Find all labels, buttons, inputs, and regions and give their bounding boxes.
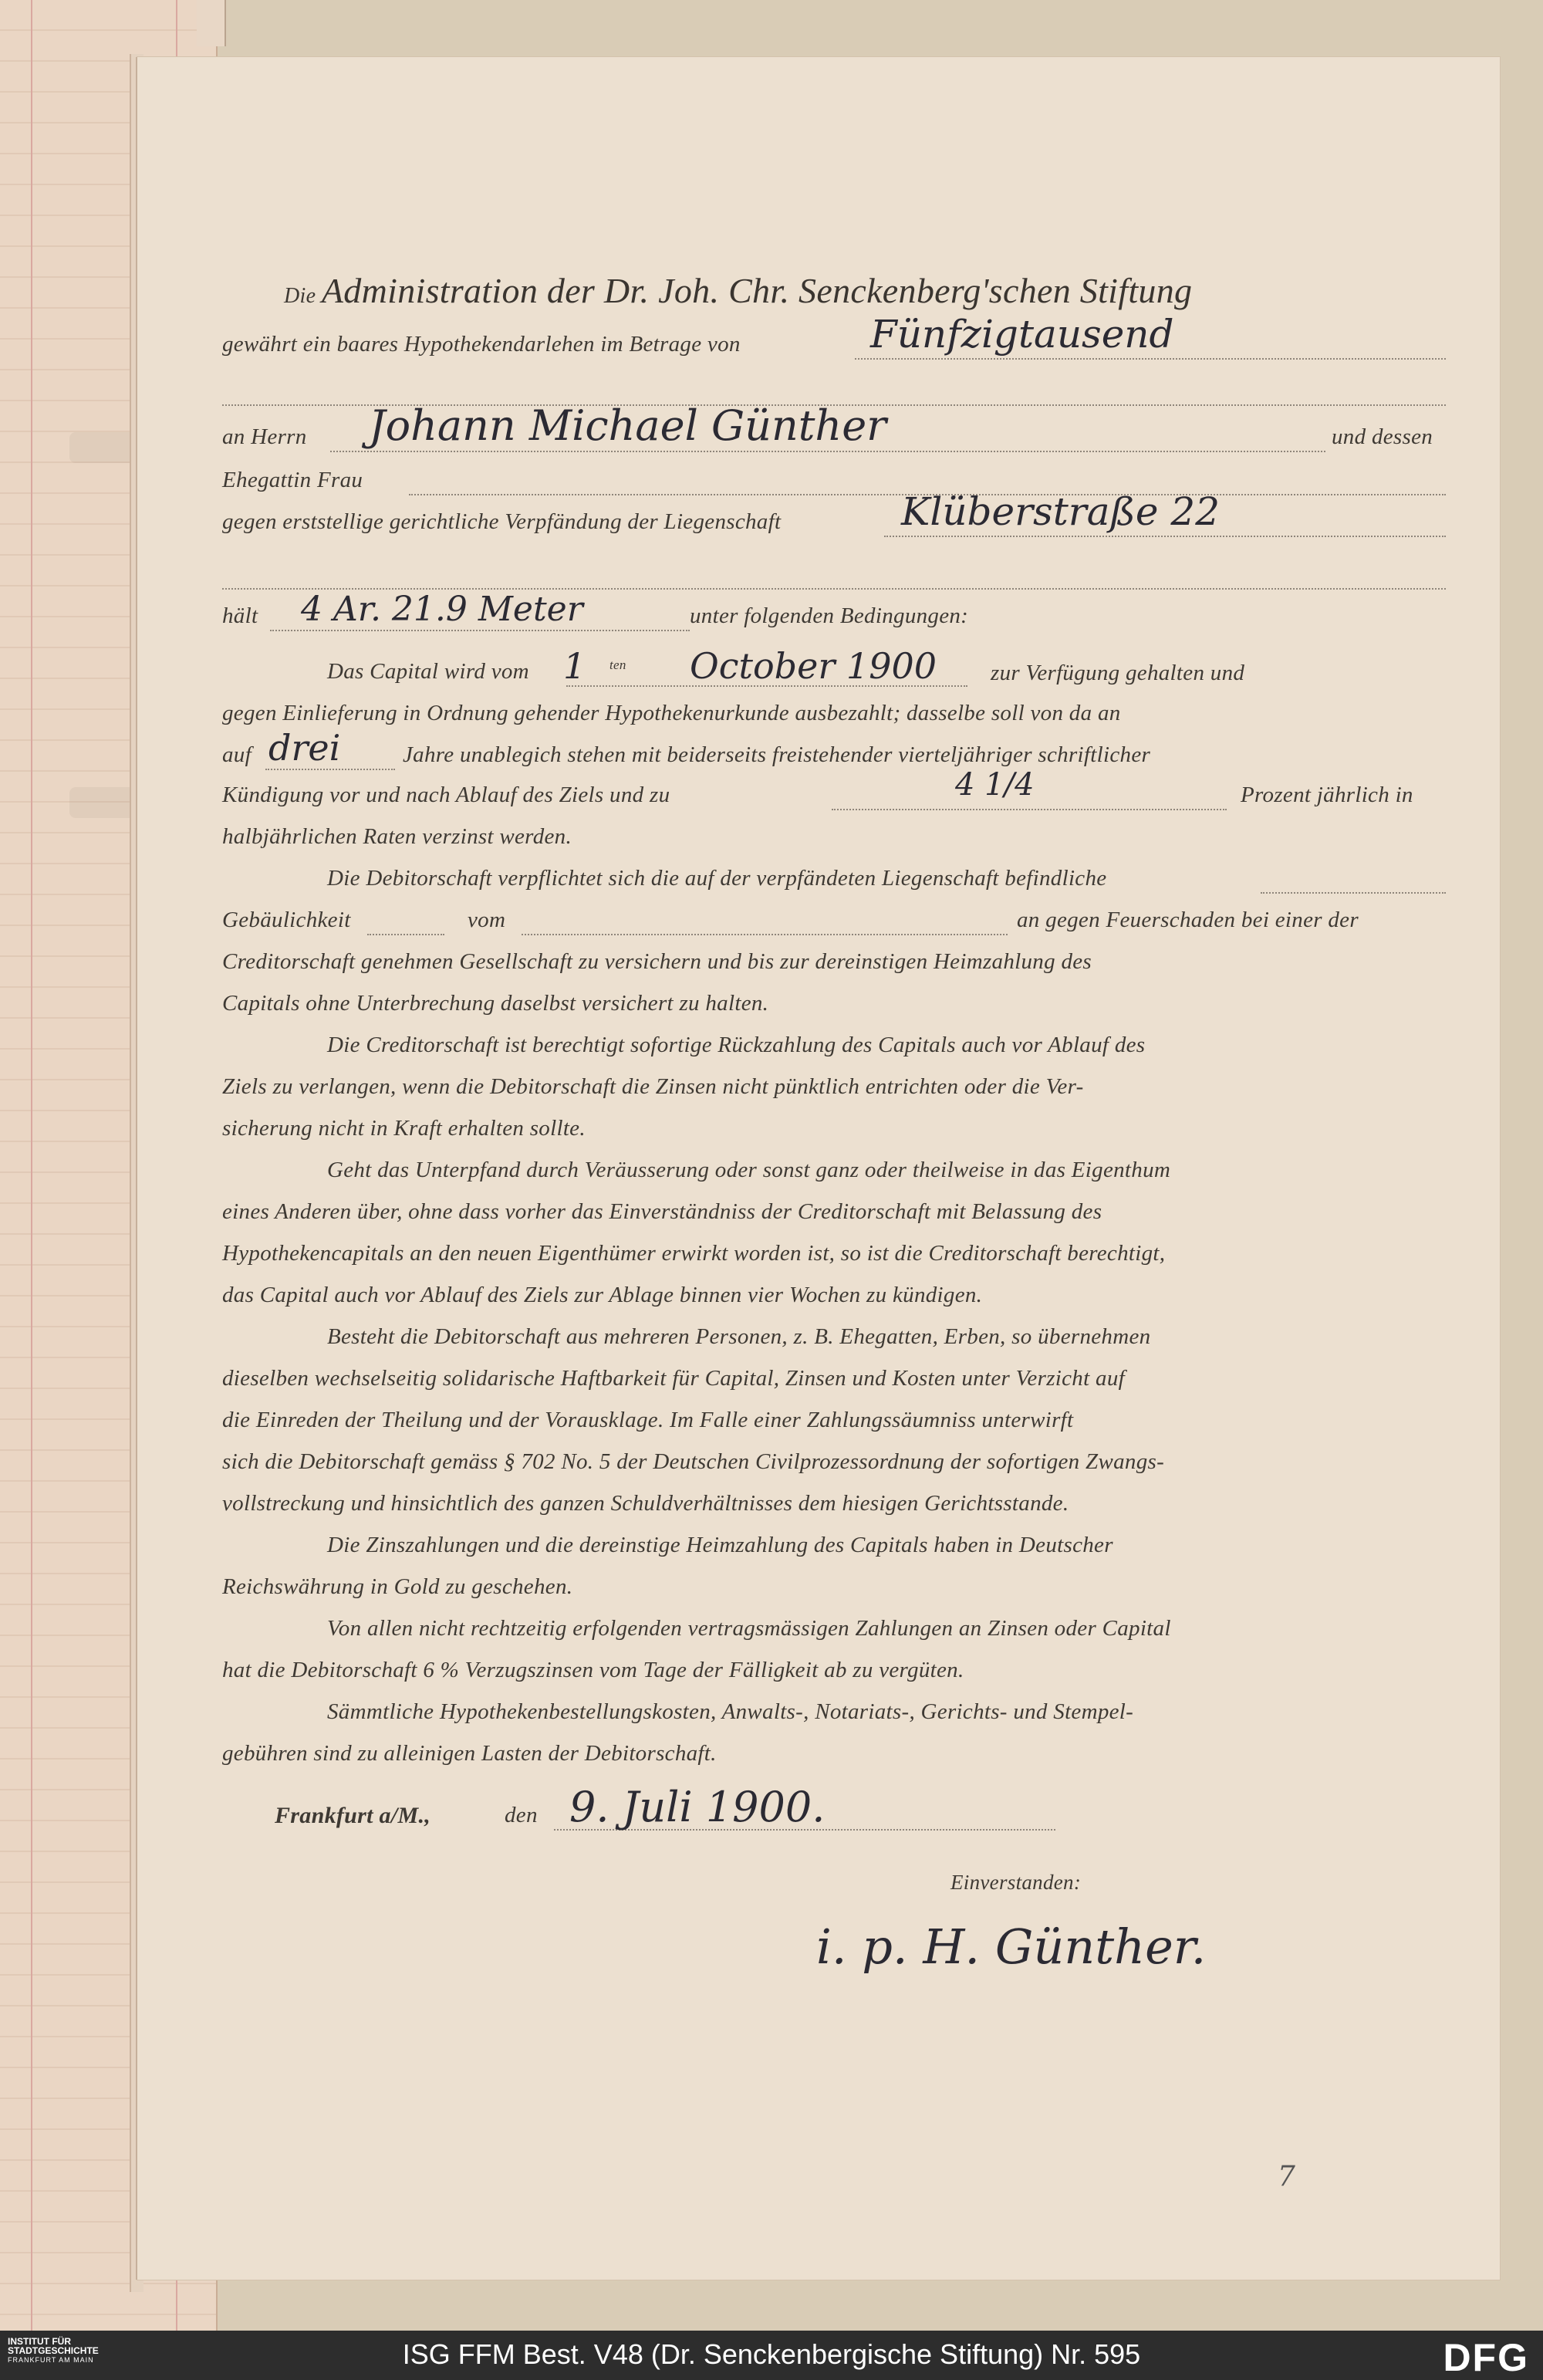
- p1-text: zur Verfügung gehalten und: [991, 661, 1245, 685]
- p5-text: Besteht die Debitorschaft aus mehreren Personen, z. B. Ehegatten, Erben, so übernehmen: [327, 1324, 1151, 1349]
- fill-line: [884, 536, 1446, 537]
- interest-rate: 4 1/4: [955, 767, 1035, 803]
- fill-line: [330, 451, 1325, 452]
- header-title: Administration der Dr. Joh. Chr. Senckenberg'schen Stiftung: [321, 271, 1193, 310]
- p1-text: Prozent jährlich in: [1241, 783, 1413, 807]
- p5-text: dieselben wechselseitig solidarische Haftbarkeit für Capital, Zinsen und Kosten unter Verzicht auf: [222, 1366, 1125, 1391]
- p1-text: halbjährlichen Raten verzinst werden.: [222, 824, 572, 849]
- p2-text: Creditorschaft genehmen Gesellschaft zu versichern und bis zur dereinstigen Heimzahlung des: [222, 949, 1092, 974]
- signing-date: 9. Juli 1900.: [569, 1783, 826, 1831]
- p8-text: gebühren sind zu alleinigen Lasten der Debitorschaft.: [222, 1741, 717, 1766]
- fill-line: [855, 358, 1446, 360]
- conditions-intro: unter folgenden Bedingungen:: [690, 603, 969, 628]
- dfg-logo: DFG: [1443, 2336, 1529, 2379]
- header-prefix: Die: [284, 284, 316, 308]
- borrower-name: Johann Michael Günther: [369, 401, 886, 450]
- p4-text: das Capital auch vor Ablauf des Ziels zur Ablage binnen vier Wochen zu kündigen.: [222, 1283, 983, 1307]
- ledger-margin-line: [31, 0, 32, 2331]
- date-prefix: den: [505, 1803, 538, 1827]
- p4-text: Geht das Unterpfand durch Veräusserung oder sonst ganz oder theilweise in das Eigenthum: [327, 1158, 1171, 1182]
- p7-text: Von allen nicht rechtzeitig erfolgenden vertragsmässigen Zahlungen an Zinsen oder Capital: [327, 1616, 1171, 1641]
- institute-line3: FRANKFURT AM MAIN: [8, 2356, 94, 2364]
- ordinal-suffix: ten: [609, 658, 626, 672]
- fill-line: [265, 769, 395, 770]
- p2-text: an gegen Feuerschaden bei einer der: [1017, 908, 1359, 932]
- term-years: drei: [268, 727, 341, 769]
- property-address: Klüberstraße 22: [901, 489, 1221, 534]
- institute-line2: STADTGESCHICHTE: [8, 2345, 99, 2356]
- fill-line: [832, 809, 1227, 810]
- signature: i. p. H. Günther.: [816, 1919, 1207, 1975]
- institute-line1: INSTITUT FÜR: [8, 2336, 71, 2347]
- document-header: [284, 270, 1192, 311]
- borrower-label: an Herrn: [222, 424, 307, 449]
- p2-text: Gebäulichkeit: [222, 908, 351, 932]
- p1-text: auf: [222, 742, 252, 767]
- p3-text: sicherung nicht in Kraft erhalten sollte.: [222, 1116, 586, 1141]
- p3-text: Ziels zu verlangen, wenn die Debitorschaft die Zinsen nicht pünktlich entrichten oder die Ver-: [222, 1074, 1084, 1099]
- p2-text: vom: [468, 908, 506, 932]
- p6-text: Die Zinszahlungen und die dereinstige Heimzahlung des Capitals haben in Deutscher: [327, 1533, 1113, 1557]
- agreed-label: Einverstanden:: [950, 1871, 1082, 1894]
- area-label: hält: [222, 603, 258, 628]
- p3-text: Die Creditorschaft ist berechtigt sofortige Rückzahlung des Capitals auch vor Ablauf des: [327, 1033, 1146, 1057]
- fill-line: [270, 630, 690, 631]
- p1-text: Das Capital wird vom: [327, 659, 529, 684]
- p8-text: Sämmtliche Hypothekenbestellungskosten, Anwalts-, Notariats-, Gerichts- und Stempel-: [327, 1699, 1134, 1724]
- p2-text: Die Debitorschaft verpflichtet sich die auf der verpfändeten Liegenschaft befindliche: [327, 866, 1107, 891]
- archive-footer: [0, 2331, 1543, 2380]
- p6-text: Reichswährung in Gold zu geschehen.: [222, 1574, 573, 1599]
- fill-line: [367, 934, 444, 935]
- loan-amount-value: Fünfzigtausend: [870, 312, 1174, 357]
- fill-line: [522, 934, 1008, 935]
- spouse-label: Ehegattin Frau: [222, 468, 363, 492]
- p1-line2: gegen Einlieferung in Ordnung gehender Hypothekenurkunde ausbezahlt; dasselbe soll von da an: [222, 701, 1121, 725]
- loan-amount-label: gewährt ein baares Hypothekendarlehen im Betrage von: [222, 332, 741, 357]
- borrower-suffix: und dessen: [1332, 424, 1433, 449]
- p1-text: Jahre unablegich stehen mit beiderseits freistehender vierteljähriger schriftlicher: [403, 742, 1151, 767]
- p1-text: Kündigung vor und nach Ablauf des Ziels und zu: [222, 783, 670, 807]
- p2-text: Capitals ohne Unterbrechung daselbst versichert zu halten.: [222, 991, 769, 1016]
- property-label: gegen erststellige gerichtliche Verpfändung der Liegenschaft: [222, 509, 782, 534]
- paper-strip: [197, 0, 226, 46]
- p1-text: [222, 701, 1446, 726]
- mortgage-document: [137, 57, 1500, 2280]
- page-mark: 7: [1278, 2161, 1295, 2192]
- place: Frankfurt a/M.,: [275, 1803, 431, 1828]
- p5-text: vollstreckung und hinsichtlich des ganzen Schuldverhältnisses dem hiesigen Gerichtsstande.: [222, 1491, 1069, 1516]
- fill-line: [1261, 892, 1446, 894]
- p4-text: Hypothekencapitals an den neuen Eigenthümer erwirkt worden ist, so ist die Creditorschaft berechtigt,: [222, 1241, 1166, 1266]
- p5-text: sich die Debitorschaft gemäss § 702 No. 5 der Deutschen Civilprozessordnung der sofortigen Zwangs-: [222, 1449, 1165, 1474]
- property-area: 4 Ar. 21.9 Meter: [301, 590, 583, 629]
- start-date: October 1900: [690, 645, 937, 687]
- p5-text: die Einreden der Theilung und der Vorausklage. Im Falle einer Zahlungssäumniss unterwirft: [222, 1408, 1074, 1432]
- p7-text: hat die Debitorschaft 6 % Verzugszinsen vom Tage der Fälligkeit ab zu vergüten.: [222, 1658, 964, 1682]
- archive-caption: ISG FFM Best. V48 (Dr. Senckenbergische Stiftung) Nr. 595: [402, 2338, 1141, 2370]
- p4-text: eines Anderen über, ohne dass vorher das Einverständniss der Creditorschaft mit Belassung des: [222, 1199, 1102, 1224]
- start-day: 1: [563, 645, 586, 687]
